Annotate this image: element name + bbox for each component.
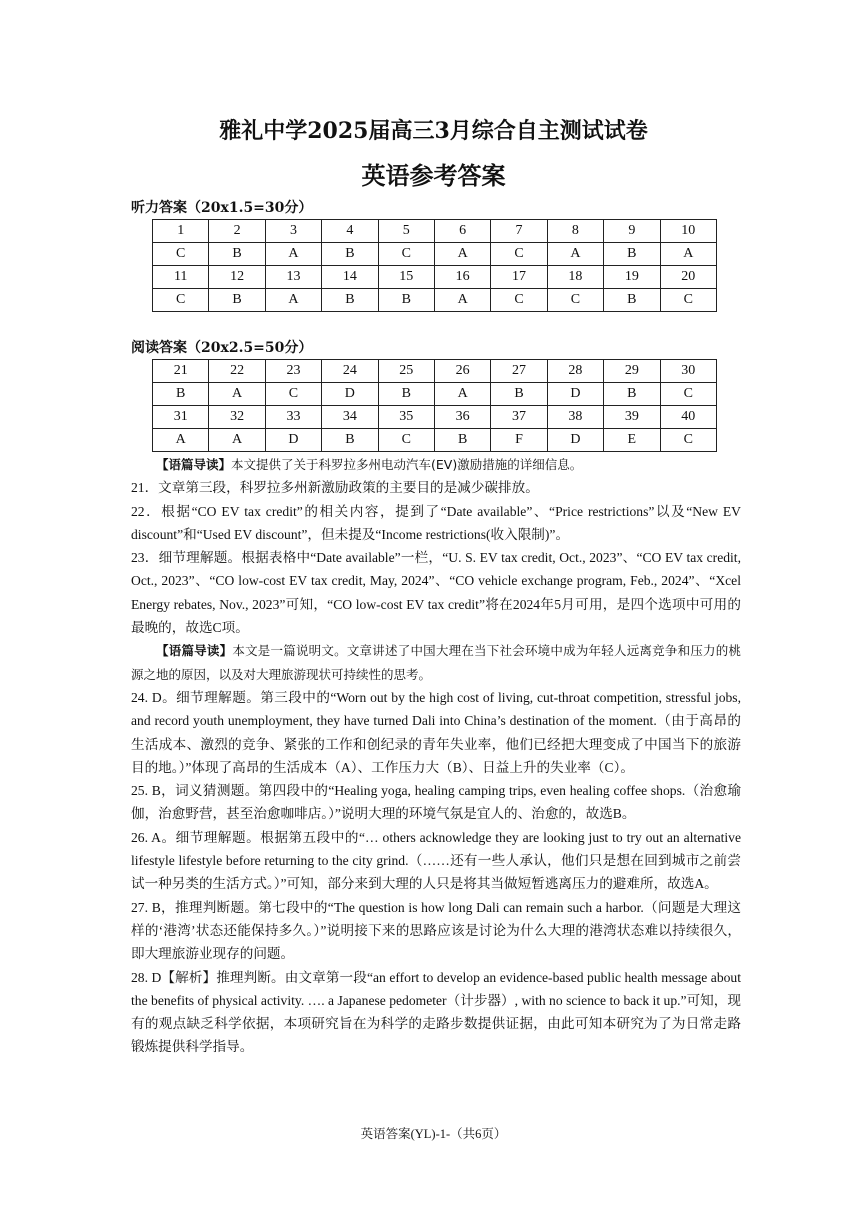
question-number-cell: 19 <box>604 266 660 289</box>
answer-cell: B <box>491 383 547 406</box>
answer-cell: C <box>660 383 716 406</box>
question-number-cell: 39 <box>604 406 660 429</box>
question-number-cell: 2 <box>209 220 265 243</box>
reading-answer-table <box>152 359 717 452</box>
answer-row <box>153 243 717 266</box>
answer-cell: B <box>434 429 490 452</box>
answer-cell: A <box>265 289 321 312</box>
exam-subtitle: 英语参考答案 <box>361 161 506 190</box>
answer-cell: D <box>547 429 603 452</box>
answer-cell: D <box>322 383 378 406</box>
explanation-28: 28. D【解析】推理判断。由文章第一段“an effort to develop an evidence-based public health message about the benefits of physical activity. …. a Japanese pedometer（计步器）, with no science to back it up.”可知，现有的观点缺乏科学依据，本项研究旨在为科学的走路步数提供证据，由此可知本研究为了为日常走路锻炼提供科学指导。 <box>131 969 741 1055</box>
exam-title: 雅礼中学2025届高三3月综合自主测试试卷 <box>219 118 648 144</box>
answer-cell: D <box>547 383 603 406</box>
question-number-cell: 35 <box>378 406 434 429</box>
explanation-24: 24. D。细节理解题。第三段中的“Worn out by the high cost of living, cut-throat competition, stressful jobs, and record youth unemployment, they have turned Dali into China’s destination of the moment.（由于高昂的生活成本、激烈的竞争、紧张的工作和创纪录的青年失业率，他们已经把大理变成了中国当下的旅游目的地。）”体现了高昂的生活成本（A）、工作压力大（B）、日益上升的失业率（C）。 <box>131 689 741 775</box>
answer-cell: C <box>660 289 716 312</box>
explanation-21: 21．文章第三段，科罗拉多州新激励政策的主要目的是减少碳排放。 <box>131 480 539 496</box>
question-number-cell: 38 <box>547 406 603 429</box>
explanation-27: 27. B，推理判断题。第七段中的“The question is how long Dali can remain such a harbor.（问题是大理这样的‘港湾’状态还能保持多久。）”说明接下来的思路应该是讨论为什么大理的港湾状态难以持续很久，即大理旅游业现存的问题。 <box>131 899 741 962</box>
answer-row <box>153 383 717 406</box>
guide-tag: 【语篇导读】 <box>156 643 233 659</box>
question-number-cell: 23 <box>265 360 321 383</box>
question-number-cell: 10 <box>660 220 716 243</box>
question-number-cell: 7 <box>491 220 547 243</box>
question-number-row <box>153 360 717 383</box>
answer-cell: A <box>209 383 265 406</box>
answer-cell: C <box>153 243 209 266</box>
question-number-cell: 15 <box>378 266 434 289</box>
listening-heading: 听力答案（20x1.5=30分） <box>131 200 313 216</box>
question-number-cell: 26 <box>434 360 490 383</box>
answer-cell: B <box>604 243 660 266</box>
answer-cell: C <box>660 429 716 452</box>
answer-cell: C <box>491 289 547 312</box>
question-number-row <box>153 220 717 243</box>
answer-cell: B <box>378 289 434 312</box>
question-number-cell: 20 <box>660 266 716 289</box>
question-number-cell: 40 <box>660 406 716 429</box>
question-number-row <box>153 266 717 289</box>
question-number-cell: 36 <box>434 406 490 429</box>
passage-guide-1 <box>131 453 741 476</box>
page-footer: 英语答案(YL)-1-（共6页） <box>360 1127 507 1141</box>
answer-cell: A <box>660 243 716 266</box>
explanation-26: 26. A。细节理解题。根据第五段中的“… others acknowledge they are looking just to try out an alternative lifestyle lifestyle before returning to the city grind.（……还有一些人承认，他们只是想在回到城市之前尝试一种另类的生活方式。）”可知，部分来到大理的人只是将其当做短暂逃离压力的避难所，故选A。 <box>131 829 741 892</box>
answer-cell: A <box>434 289 490 312</box>
question-number-cell: 31 <box>153 406 209 429</box>
answer-cell: C <box>491 243 547 266</box>
answer-cell: B <box>322 289 378 312</box>
guide-text: 本文提供了关于科罗拉多州电动汽车(EV)激励措施的详细信息。 <box>231 457 583 472</box>
question-number-cell: 25 <box>378 360 434 383</box>
question-number-cell: 5 <box>378 220 434 243</box>
question-number-cell: 18 <box>547 266 603 289</box>
guide-tag: 【语篇导读】 <box>156 457 232 472</box>
guide-text: 本文是一篇说明文。文章讲述了中国大理在当下社会环境中成为年轻人远离竞争和压力的桃源之地的原因，以及对大理旅游现状可持续性的思考。 <box>131 643 741 682</box>
answer-cell: B <box>378 383 434 406</box>
answer-cell: C <box>547 289 603 312</box>
answer-cell: B <box>209 243 265 266</box>
question-number-cell: 6 <box>434 220 490 243</box>
answer-cell: D <box>265 429 321 452</box>
answer-cell: B <box>604 383 660 406</box>
answer-cell: A <box>547 243 603 266</box>
question-number-cell: 37 <box>491 406 547 429</box>
question-number-cell: 11 <box>153 266 209 289</box>
question-number-cell: 34 <box>322 406 378 429</box>
question-number-cell: 29 <box>604 360 660 383</box>
answer-cell: A <box>153 429 209 452</box>
listening-answer-table <box>152 219 717 312</box>
question-number-cell: 33 <box>265 406 321 429</box>
answer-cell: A <box>434 383 490 406</box>
answer-cell: A <box>265 243 321 266</box>
answer-cell: E <box>604 429 660 452</box>
answer-cell: C <box>378 429 434 452</box>
answer-cell: B <box>322 429 378 452</box>
question-number-cell: 17 <box>491 266 547 289</box>
question-number-cell: 21 <box>153 360 209 383</box>
question-number-cell: 9 <box>604 220 660 243</box>
answer-cell: F <box>491 429 547 452</box>
answer-cell: B <box>209 289 265 312</box>
question-number-cell: 12 <box>209 266 265 289</box>
question-number-cell: 24 <box>322 360 378 383</box>
explanation-23: 23．细节理解题。根据表格中“Date available”一栏，“U. S. EV tax credit, Oct., 2023”、“CO EV tax credit, Oct., 2023”、“CO low-cost EV tax credit, May, 2024”、“CO vehicle exchange program, Feb., 2024”、“Xcel Energy rebates, Nov., 2023”可知，“CO low-cost EV tax credit”将在2024年5月可用，是四个选项中可用的最晚的，故选C项。 <box>131 550 741 636</box>
question-number-cell: 13 <box>265 266 321 289</box>
answer-cell: C <box>265 383 321 406</box>
explanations <box>131 453 741 1059</box>
question-number-cell: 3 <box>265 220 321 243</box>
explanation-25: 25. B，词义猜测题。第四段中的“Healing yoga, healing camping trips, even healing coffee shops.（治愈瑜伽，治愈野营，甚至治愈咖啡店。）”说明大理的环境气氛是宜人的、治愈的，故选B。 <box>131 783 741 822</box>
question-number-cell: 4 <box>322 220 378 243</box>
answer-cell: B <box>153 383 209 406</box>
question-number-row <box>153 406 717 429</box>
answer-cell: B <box>322 243 378 266</box>
question-number-cell: 27 <box>491 360 547 383</box>
question-number-cell: 8 <box>547 220 603 243</box>
question-number-cell: 14 <box>322 266 378 289</box>
reading-heading: 阅读答案（20x2.5=50分） <box>131 340 313 356</box>
question-number-cell: 32 <box>209 406 265 429</box>
answer-cell: A <box>209 429 265 452</box>
answer-cell: C <box>378 243 434 266</box>
answer-cell: B <box>604 289 660 312</box>
answer-row <box>153 289 717 312</box>
explanation-22: 22．根据“CO EV tax credit”的相关内容，提到了“Date available”、“Price restrictions”以及“New EV discount”和“Used EV discount”，但未提及“Income restrictions(收入限制)”。 <box>131 503 741 542</box>
question-number-cell: 16 <box>434 266 490 289</box>
question-number-cell: 30 <box>660 360 716 383</box>
question-number-cell: 22 <box>209 360 265 383</box>
answer-cell: C <box>153 289 209 312</box>
passage-guide-2 <box>131 639 741 686</box>
answer-cell: A <box>434 243 490 266</box>
question-number-cell: 1 <box>153 220 209 243</box>
answer-row <box>153 429 717 452</box>
question-number-cell: 28 <box>547 360 603 383</box>
